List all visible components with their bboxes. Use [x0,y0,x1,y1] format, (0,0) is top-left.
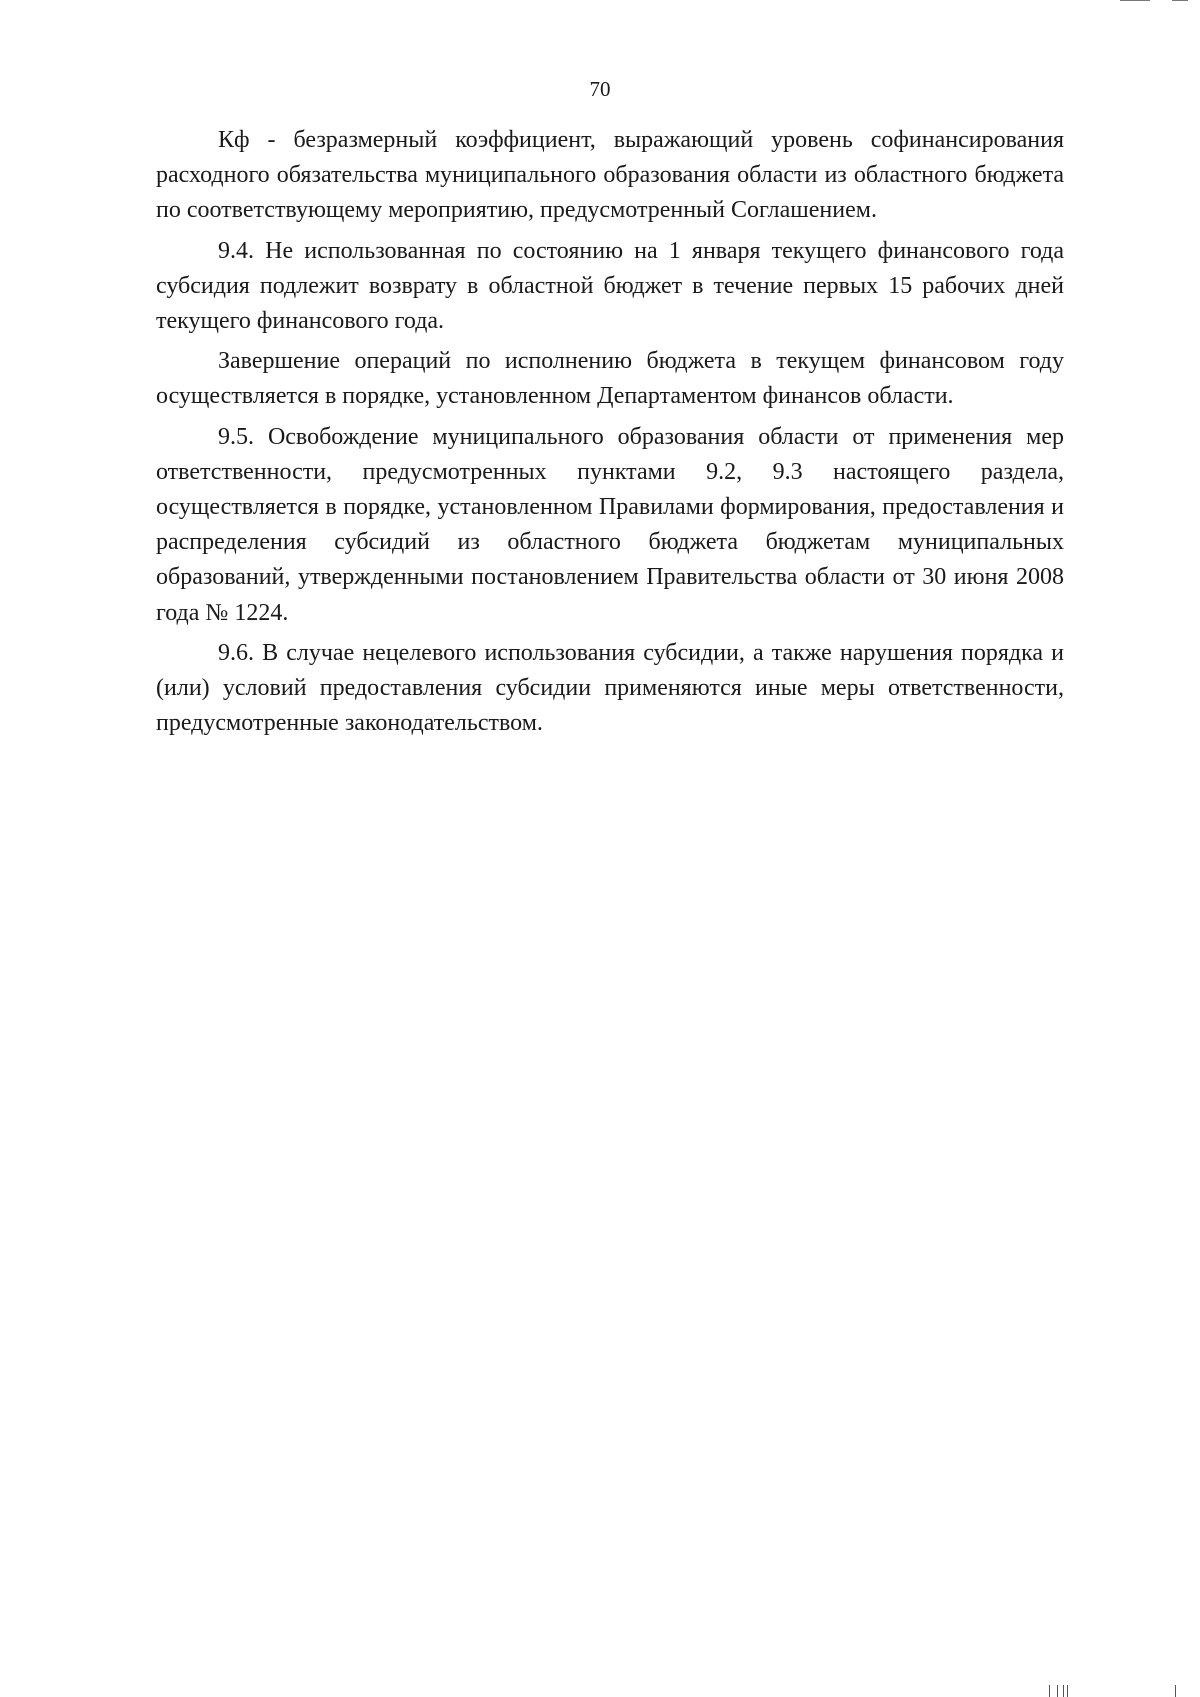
paragraph-budget-completion: Завершение операций по исполнению бюджета в текущем финансовом году осуществляется в порядке, установленном Департаментом финансов области. [156,348,1064,410]
scan-edge-marks-bottom [1048,1681,1178,1697]
scan-edge-marks-top [1050,0,1190,8]
paragraph-kf-definition: Кф - безразмерный коэффициент, выражающий уровень софинансирования расходного обязательства муниципального образования области из областного бюджета по соответствующему мероприятию, предусмотренный Соглашением. [156,127,1064,224]
document-body [156,123,1064,746]
paragraph-9-5: 9.5. Освобождение муниципального образования области от применения мер ответственности, предусмотренных пунктами 9.2, 9.3 настоящего раздела, осуществляется в порядке, установленном Правилами формирования, предоставления и распределения субсидий из областного бюджета бюджетам муниципальных образований, утвержденными постановлением Правительства области от 30 июня 2008 года № 1224. [156,423,1064,626]
paragraph-9-4: 9.4. Не использованная по состоянию на 1 января текущего финансового года субсидия подлежит возврату в областной бюджет в течение первых 15 рабочих дней текущего финансового года. [156,237,1064,335]
page-number: 70 [589,77,611,101]
paragraph-9-6: 9.6. В случае нецелевого использования субсидии, а также нарушения порядка и (или) условий предоставления субсидии применяются иные меры ответственности, предусмотренные законодательством. [156,639,1064,737]
